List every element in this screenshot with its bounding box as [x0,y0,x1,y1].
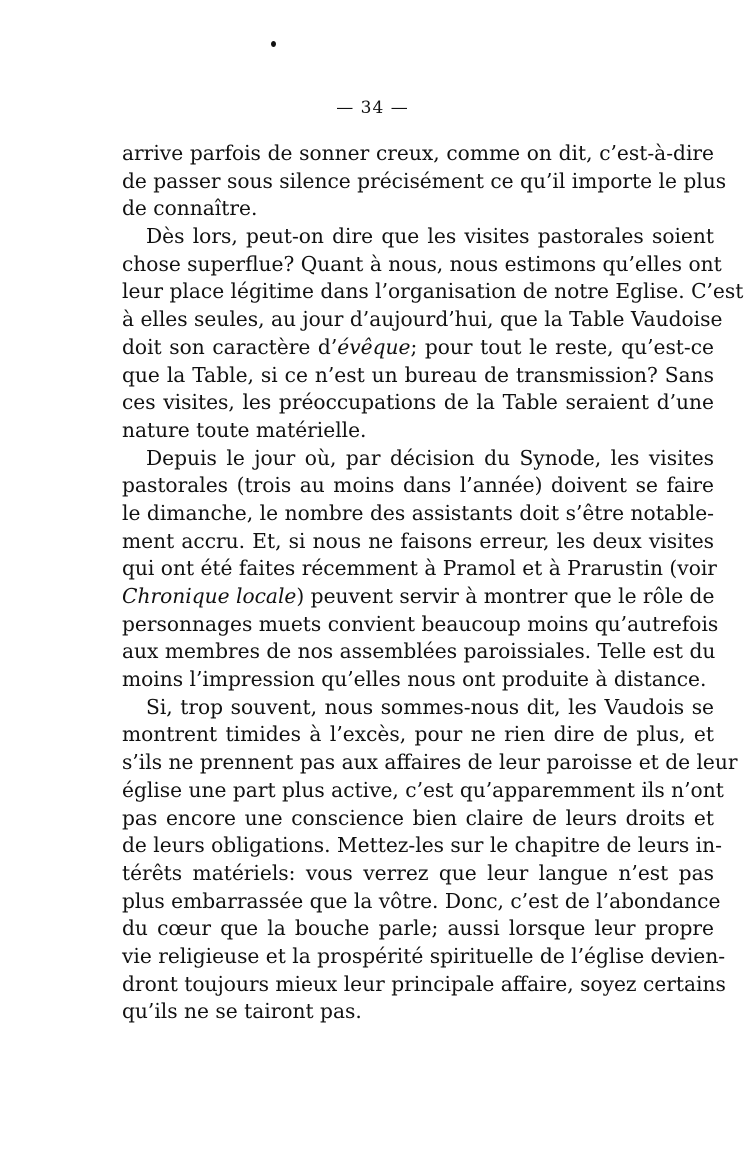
line-text: chose superflue? Quant à nous, nous estimons qu’elles ont [122,251,722,276]
line-text: personnages muets convient beaucoup moins qu’autrefois [122,611,719,636]
text-line [122,777,724,805]
text-line [122,971,726,999]
text-line [122,915,714,943]
line-text: de leurs obligations. Mettez-les sur le chapitre de leurs in- [122,833,722,858]
line-text: Dès lors, peut-on dire que les visites pastorales soient [146,224,714,249]
line-text: leur place légitime dans l’organisation de notre Eglise. C’est [122,279,744,304]
text-line [122,666,714,694]
text-line [122,334,714,362]
line-text: ces visites, les préoccupations de la Table seraient d’une [122,390,714,415]
paragraph [122,140,727,223]
text-line [122,638,714,666]
line-text: pas encore une conscience bien claire de leurs droits et [122,805,714,830]
text-line [122,694,714,722]
text-line [122,362,714,390]
text-line [122,389,714,417]
text-line [122,943,726,971]
text-line [122,445,714,473]
line-text: ment accru. Et, si nous ne faisons erreur, les deux visites [122,528,714,553]
line-text: térêts matériels: vous verrez que leur langue n’est pas [122,860,714,885]
line-text: qu’ils ne se tairont pas. [122,999,362,1024]
body-text [122,140,744,1026]
line-text: dront toujours mieux leur principale affaire, soyez certains [122,971,726,996]
text-line [122,528,714,556]
line-text: ) peuvent servir à montrer que le rôle de [296,584,715,608]
paragraph [122,223,744,445]
italic-text: évêque [337,334,411,359]
italic-text: Chronique locale [122,584,297,608]
paragraph [122,445,719,694]
line-text: Depuis le jour où, par décision du Synode, les visites [146,445,714,470]
text-line [122,749,738,777]
line-text: ; pour tout le reste, qu’est-ce [410,334,714,359]
line-text: vie religieuse et la prospérité spirituelle de l’église devien- [122,943,726,968]
text-line [122,998,714,1026]
text-line [122,888,721,916]
line-text: à elles seules, au jour d’aujourd’hui, que la Table Vaudoise [122,307,723,332]
ink-speck [271,41,276,47]
line-text: montrent timides à l’excès, pour ne rien dire de plus, et [122,722,714,747]
line-text: moins l’impression qu’elles nous ont produite à distance. [122,667,707,692]
text-line [122,472,714,500]
line-text: arrive parfois de sonner creux, comme on dit, c’est-à-dire [122,141,714,165]
line-text: s’ils ne prennent pas aux affaires de leur paroisse et de leur [122,750,738,775]
line-text: que la Table, si ce n’est un bureau de transmission? Sans [122,362,714,387]
line-text: Si, trop souvent, nous sommes-nous dit, les Vaudois se [146,694,714,719]
line-text: aux membres de nos assemblées paroissiales. Telle est du [122,639,716,664]
page-number: — 34 — [336,98,409,118]
text-line [122,832,722,860]
text-line [122,611,719,639]
text-line [122,195,714,223]
line-text: du cœur que la bouche parle; aussi lorsque leur propre [122,916,714,941]
text-line [122,500,714,528]
text-line [122,140,714,168]
paragraph [122,694,738,1026]
line-text: de passer sous silence précisément ce qu’il importe le plus [122,168,727,193]
text-line [122,583,714,611]
text-line [122,417,714,445]
line-text: plus embarrassée que la vôtre. Donc, c’est de l’abondance [122,888,721,913]
line-text: nature toute matérielle. [122,417,367,442]
line-text: pastorales (trois au moins dans l’année) doivent se faire [122,473,714,498]
text-line [122,721,714,749]
text-line [122,251,722,279]
text-line [122,860,714,888]
text-line [122,555,717,583]
text-line [122,168,727,196]
line-text: de connaître. [122,196,258,221]
line-text: qui ont été faites récemment à Pramol et à Prarustin (voir [122,556,717,581]
line-text: doit son caractère d’ [122,334,338,359]
text-line [122,223,714,251]
text-line [122,306,723,334]
text-line [122,805,714,833]
line-text: le dimanche, le nombre des assistants doit s’être notable- [122,500,714,525]
line-text: église une part plus active, c’est qu’apparemment ils n’ont [122,777,724,802]
text-line [122,278,744,306]
